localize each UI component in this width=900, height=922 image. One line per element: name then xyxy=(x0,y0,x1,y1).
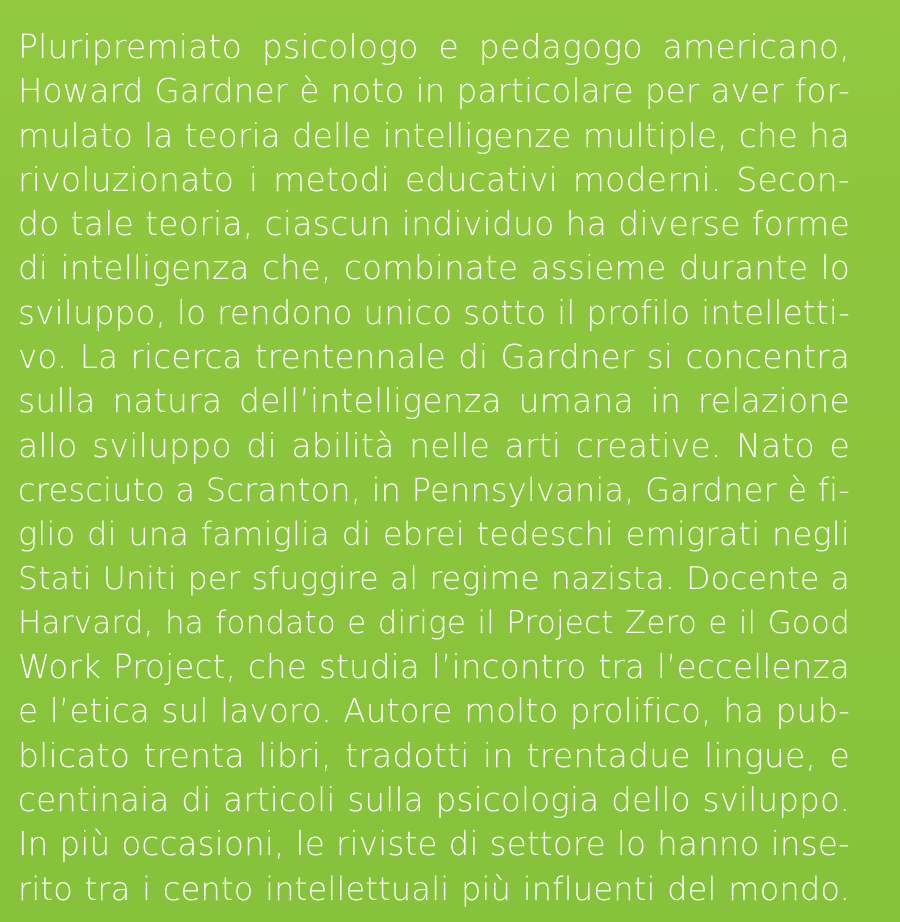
bio-line: sviluppo, lo rendono unico sotto il profilo intelletti- xyxy=(18,293,850,332)
bio-line: In più occasioni, le riviste di settore lo hanno inse- xyxy=(18,825,850,864)
bio-line: cresciuto a Scranton, in Pennsylvania, Gardner è fi- xyxy=(18,470,850,509)
bio-line: rivoluzionato i metodi educativi moderni. Secon- xyxy=(18,159,850,199)
bio-line: e l’etica sul lavoro. Autore molto prolifico, ha pub- xyxy=(18,692,850,731)
bio-line: sulla natura dell’intelligenza umana in relazione xyxy=(18,381,850,421)
bio-line: Harvard, ha fondato e dirige il Project Zero e il Good xyxy=(18,604,850,641)
bio-line: blicato trenta libri, tradotti in trentadue lingue, e xyxy=(18,735,850,775)
bio-line: mulato la teoria delle intelligenze multiple, che ha xyxy=(18,116,850,155)
bio-line: di intelligenza che, combinate assieme durante lo xyxy=(18,249,850,288)
bio-line: rito tra i cento intellettuali più influenti del mondo. xyxy=(18,869,850,908)
bio-line: vo. La ricerca trentennale di Gardner si concentra xyxy=(18,338,850,377)
bio-line: do tale teoria, ciascun individuo ha diverse forme xyxy=(18,204,850,244)
author-biography xyxy=(18,25,850,911)
bio-line: allo sviluppo di abilità nelle arti creative. Nato e xyxy=(18,425,850,465)
bio-line: Work Project, che studia l’incontro tra l’eccellenza xyxy=(18,648,850,687)
bio-line: glio di una famiglia di ebrei tedeschi emigrati negli xyxy=(18,515,850,554)
bio-line: Pluripremiato psicologo e pedagogo americano, xyxy=(18,27,850,66)
bio-line: centinaia di articoli sulla psicologia dello sviluppo. xyxy=(18,781,850,820)
bio-line: Howard Gardner è noto in particolare per aver for- xyxy=(18,72,850,111)
bio-line: Stati Uniti per sfuggire al regime nazista. Docente a xyxy=(18,560,850,597)
